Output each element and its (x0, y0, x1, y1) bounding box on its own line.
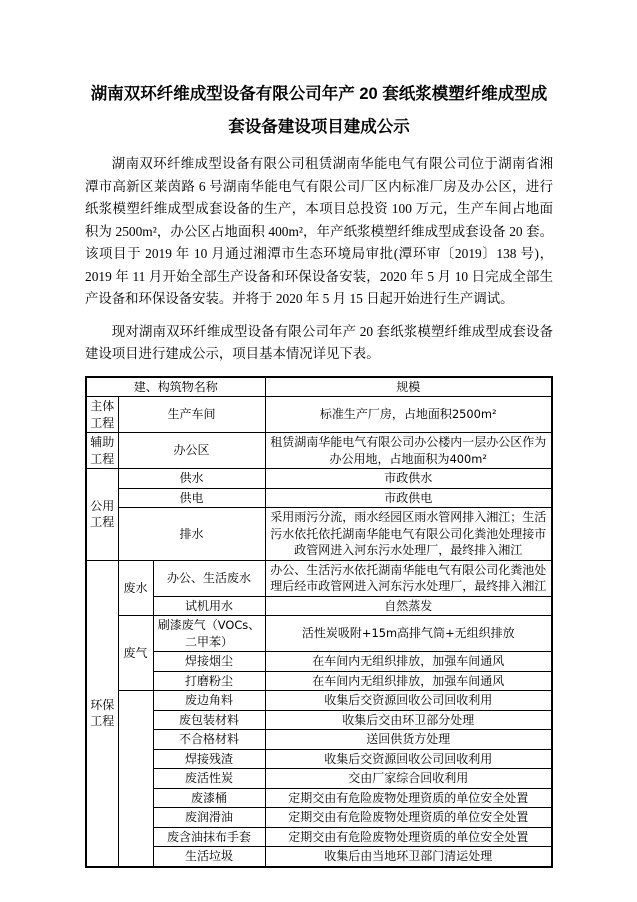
table-cell: 生产车间 (118, 397, 265, 433)
table-cell: 收集后交由环卫部分处理 (265, 710, 552, 730)
table-cell: 试机用水 (153, 596, 265, 616)
table-cell: 收集后交资源回收公司回收利用 (265, 749, 552, 769)
table-row (86, 469, 552, 489)
table-cell: 市政供电 (265, 488, 552, 508)
intro-paragraph: 湖南双环纤维成型设备有限公司租赁湖南华能电气有限公司位于湖南省湘潭市高新区莱茵路 6 号湖南华能电气有限公司厂区内标准厂房及办公区，进行纸浆模塑纤维成型成套设备的生产，本项目总投资 100 万元，生产车间占地面积为 2500m²，办公区占地面积 400m²，年产纸浆模塑纤维成型成套设备 20 套。该项目于 2019 年 10 月通过湘潭市生态环境局审批(潭环审〔2019〕138 号)，2019 年 11 月开始全部生产设备和环保设备安装，2020 年 5 月 10 日完成全部生产设备和环保设备安装。并将于 2020 年 5 月 15 日起开始进行生产调试。 (85, 156, 553, 306)
document-title: 湖南双环纤维成型设备有限公司年产 20 套纸浆模塑纤维成型成套设备建设项目建成公示 (90, 85, 548, 136)
table-cell: 主体工程 (86, 397, 118, 433)
table-cell: 交由厂家综合回收利用 (265, 769, 552, 789)
table-cell: 在车间内无组织排放，加强车间通风 (265, 671, 552, 691)
table-row (86, 788, 552, 808)
project-info-table (85, 376, 553, 868)
table-cell: 定期交由有危险废物处理资质的单位安全处置 (265, 827, 552, 847)
table-cell: 收集后由当地环卫部门清运处理 (265, 847, 552, 867)
table-row (86, 710, 552, 730)
table-cell: 办公、生活污水依托湖南华能电气有限公司化粪池处理后经市政管网进入河东污水处理厂，最终排入湘江 (265, 560, 552, 596)
table-cell: 生活垃圾 (153, 847, 265, 867)
document-content (85, 0, 553, 868)
table-cell: 废边角料 (153, 691, 265, 711)
table-cell: 标准生产厂房，占地面积2500m² (265, 397, 552, 433)
table-cell: 环保工程 (86, 560, 118, 867)
table-cell: 市政供水 (265, 469, 552, 489)
latin-text-run: 2500m² (451, 407, 497, 422)
table-cell: 定期交由有危险废物处理资质的单位安全处置 (265, 788, 552, 808)
table-cell: 焊接残渣 (153, 749, 265, 769)
table-cell: 废气 (118, 616, 153, 691)
table-header-row (86, 377, 552, 397)
latin-text-run: 400m² (449, 451, 487, 466)
table-cell: 办公、生活废水 (153, 560, 265, 596)
table-cell: 辅助工程 (86, 433, 118, 469)
latin-text-run: VOCs (217, 618, 249, 632)
table-row (86, 827, 552, 847)
table-cell: 供水 (118, 469, 265, 489)
table-cell: 自然蒸发 (265, 596, 552, 616)
column-header-cell: 规模 (265, 377, 552, 397)
table-cell: 废润滑油 (153, 808, 265, 828)
table-cell: 排水 (118, 508, 265, 561)
table-row (86, 671, 552, 691)
table-row (86, 433, 552, 469)
latin-text-run: + (445, 626, 455, 641)
table-row (86, 616, 552, 652)
column-header-cell: 建、构筑物名称 (86, 377, 265, 397)
table-row (86, 691, 552, 711)
table-cell: 废水 (118, 560, 153, 616)
project-info-table-body (86, 377, 552, 867)
table-cell: 打磨粉尘 (153, 671, 265, 691)
table-cell: 废含油抹布手套 (153, 827, 265, 847)
table-row (86, 808, 552, 828)
table-cell: 采用雨污分流，雨水经园区雨水管网排入湘江；生活污水依托依托湖南华能电气有限公司化粪池处理接市政管网进入河东污水处理厂，最终排入湘江 (265, 508, 552, 561)
table-cell: 在车间内无组织排放，加强车间通风 (265, 652, 552, 672)
table-cell: 租赁湖南华能电气有限公司办公楼内一层办公区作为办公用地，占地面积为400m² (265, 433, 552, 469)
table-row (86, 596, 552, 616)
table-row (86, 847, 552, 867)
table-cell: 供电 (118, 488, 265, 508)
table-cell: 废漆桶 (153, 788, 265, 808)
table-cell: 送回供货方处理 (265, 730, 552, 750)
table-cell: 废包装材料 (153, 710, 265, 730)
latin-text-run: +15m (361, 626, 398, 641)
table-cell: 不合格材料 (153, 730, 265, 750)
table-cell: 活性炭吸附+15m高排气筒+无组织排放 (265, 616, 552, 652)
table-row (86, 749, 552, 769)
table-cell (118, 691, 153, 867)
table-cell: 收集后交资源回收公司回收利用 (265, 691, 552, 711)
table-cell: 办公区 (118, 433, 265, 469)
table-cell: 废活性炭 (153, 769, 265, 789)
table-row (86, 397, 552, 433)
table-cell: 刷漆废气（VOCs、二甲苯） (153, 616, 265, 652)
table-row (86, 488, 552, 508)
announcement-paragraph: 现对湖南双环纤维成型设备有限公司年产 20 套纸浆模塑纤维成型成套设备建设项目进行建成公示，项目基本情况详见下表。 (85, 323, 553, 361)
table-row (86, 769, 552, 789)
table-cell: 定期交由有危险废物处理资质的单位安全处置 (265, 808, 552, 828)
table-row (86, 730, 552, 750)
table-row (86, 508, 552, 561)
table-row (86, 652, 552, 672)
table-cell: 焊接烟尘 (153, 652, 265, 672)
table-cell: 公用工程 (86, 469, 118, 561)
table-row (86, 560, 552, 596)
